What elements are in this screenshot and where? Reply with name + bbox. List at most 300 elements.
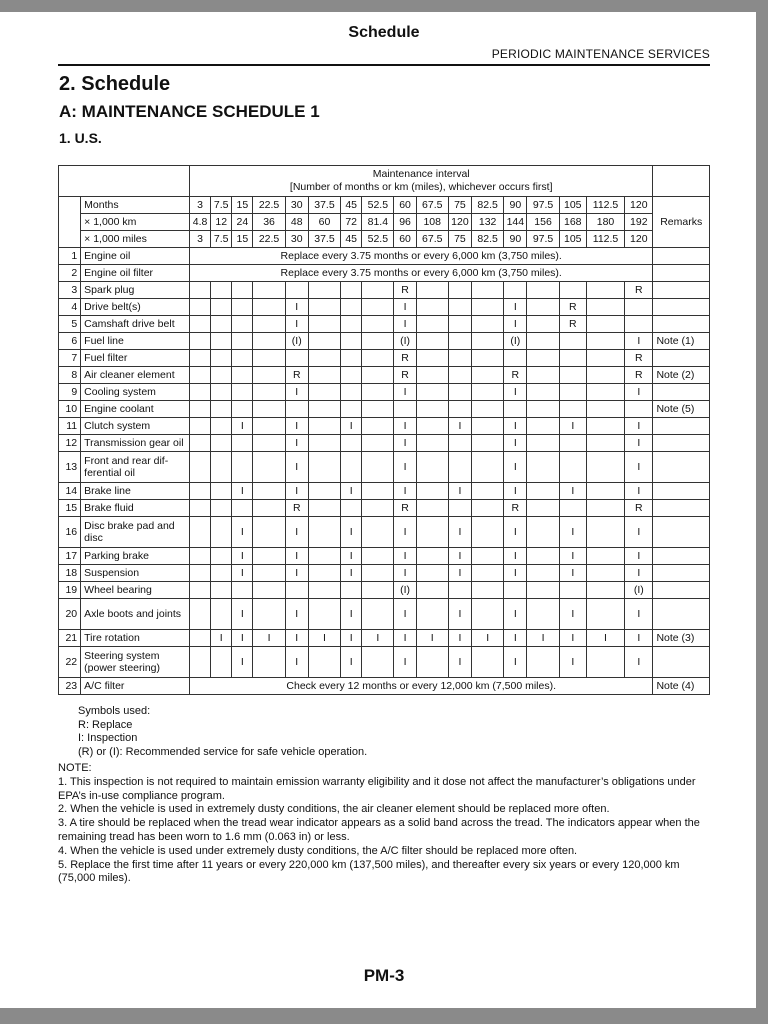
service-cell: I xyxy=(285,565,308,582)
service-cell xyxy=(586,350,624,367)
service-cell xyxy=(416,565,448,582)
service-cell xyxy=(559,500,586,517)
service-cell xyxy=(189,333,210,350)
service-cell: I xyxy=(504,418,527,435)
service-cell: I xyxy=(232,599,253,630)
interval-label-miles: × 1,000 miles xyxy=(81,231,190,248)
item-number: 3 xyxy=(59,282,81,299)
item-number: 22 xyxy=(59,647,81,678)
table-row xyxy=(59,500,710,517)
service-cell: I xyxy=(504,647,527,678)
service-cell: I xyxy=(341,548,362,565)
table-row xyxy=(59,333,710,350)
service-cell xyxy=(527,401,559,418)
service-cell xyxy=(527,333,559,350)
interval-value: 22.5 xyxy=(253,197,285,214)
service-cell xyxy=(416,599,448,630)
remark-cell xyxy=(653,582,710,599)
interval-value: 24 xyxy=(232,214,253,231)
service-cell: I xyxy=(448,599,471,630)
interval-value: 36 xyxy=(253,214,285,231)
service-cell xyxy=(448,350,471,367)
service-cell xyxy=(472,401,504,418)
service-cell xyxy=(362,500,394,517)
service-cell: I xyxy=(559,599,586,630)
service-cell xyxy=(362,350,394,367)
remark-cell: Note (1) xyxy=(653,333,710,350)
service-cell xyxy=(586,647,624,678)
service-cell xyxy=(586,435,624,452)
service-cell xyxy=(416,401,448,418)
service-cell xyxy=(308,599,340,630)
service-cell xyxy=(416,582,448,599)
service-cell: I xyxy=(394,517,416,548)
service-cell: (I) xyxy=(394,333,416,350)
remark-cell xyxy=(653,548,710,565)
interval-value: 7.5 xyxy=(211,231,232,248)
item-name: Cooling system xyxy=(81,384,190,401)
service-cell xyxy=(253,452,285,483)
service-cell: I xyxy=(232,630,253,647)
service-cell xyxy=(559,350,586,367)
service-cell xyxy=(308,452,340,483)
service-cell: R xyxy=(394,367,416,384)
interval-subtitle: [Number of months or km (miles), whichever occurs first] xyxy=(289,181,553,193)
service-cell xyxy=(285,282,308,299)
service-cell xyxy=(448,282,471,299)
service-cell xyxy=(285,582,308,599)
service-cell: I xyxy=(625,333,653,350)
service-cell xyxy=(189,350,210,367)
service-cell: I xyxy=(394,316,416,333)
service-cell xyxy=(362,282,394,299)
service-cell: I xyxy=(625,418,653,435)
item-name: Steering system (power steering) xyxy=(81,647,190,678)
service-cell xyxy=(586,333,624,350)
table-row xyxy=(59,599,710,630)
service-cell xyxy=(362,452,394,483)
service-cell: (I) xyxy=(285,333,308,350)
interval-value: 108 xyxy=(416,214,448,231)
service-cell xyxy=(472,548,504,565)
service-cell xyxy=(189,500,210,517)
service-cell: I xyxy=(586,630,624,647)
notes-title: NOTE: xyxy=(58,762,92,774)
service-cell: I xyxy=(559,517,586,548)
service-cell xyxy=(448,333,471,350)
service-cell xyxy=(232,401,253,418)
service-cell xyxy=(211,599,232,630)
service-cell xyxy=(232,316,253,333)
service-cell xyxy=(253,401,285,418)
service-cell: I xyxy=(285,630,308,647)
service-cell xyxy=(448,435,471,452)
service-cell xyxy=(253,517,285,548)
service-cell xyxy=(586,517,624,548)
table-row xyxy=(59,435,710,452)
remark-cell xyxy=(653,565,710,582)
interval-value: 120 xyxy=(448,214,471,231)
item-name: Transmission gear oil xyxy=(81,435,190,452)
service-cell: I xyxy=(285,483,308,500)
service-cell xyxy=(189,548,210,565)
service-cell xyxy=(472,483,504,500)
service-cell xyxy=(448,316,471,333)
item-number: 1 xyxy=(59,248,81,265)
service-cell xyxy=(504,401,527,418)
table-row xyxy=(59,265,710,282)
service-cell xyxy=(527,548,559,565)
item-name: Clutch system xyxy=(81,418,190,435)
item-name: Disc brake pad and disc xyxy=(81,517,190,548)
service-cell: I xyxy=(394,452,416,483)
service-cell xyxy=(341,500,362,517)
service-cell xyxy=(586,282,624,299)
service-cell: I xyxy=(394,418,416,435)
service-cell xyxy=(308,350,340,367)
table-row xyxy=(59,483,710,500)
service-cell xyxy=(189,517,210,548)
interval-value: 192 xyxy=(625,214,653,231)
service-cell xyxy=(362,333,394,350)
interval-value: 30 xyxy=(285,231,308,248)
note-item: 1. This inspection is not required to maintain emission warranty eligibility and it dose not affect the manufacturer’s obligations under EPA’s in-use compliance program. xyxy=(58,775,696,802)
service-cell xyxy=(472,500,504,517)
service-cell xyxy=(586,299,624,316)
service-cell xyxy=(527,517,559,548)
service-cell xyxy=(211,282,232,299)
service-cell xyxy=(362,647,394,678)
interval-value: 112.5 xyxy=(586,197,624,214)
service-cell: I xyxy=(285,517,308,548)
service-cell xyxy=(559,333,586,350)
service-cell xyxy=(362,599,394,630)
service-cell: R xyxy=(285,500,308,517)
page-number: PM-3 xyxy=(363,966,405,985)
remark-cell xyxy=(653,452,710,483)
service-cell xyxy=(308,647,340,678)
interval-value: 45 xyxy=(341,197,362,214)
service-cell: I xyxy=(527,630,559,647)
remark-cell xyxy=(653,316,710,333)
service-cell: I xyxy=(253,630,285,647)
service-cell xyxy=(341,316,362,333)
table-row xyxy=(59,299,710,316)
service-cell xyxy=(625,299,653,316)
interval-value: 37.5 xyxy=(308,197,340,214)
service-cell xyxy=(586,548,624,565)
service-cell xyxy=(527,500,559,517)
service-cell xyxy=(341,282,362,299)
service-cell xyxy=(189,299,210,316)
interval-label-km: × 1,000 km xyxy=(81,214,190,231)
interval-value: 168 xyxy=(559,214,586,231)
notes-section xyxy=(58,762,712,886)
service-cell xyxy=(253,582,285,599)
service-cell xyxy=(416,299,448,316)
service-cell xyxy=(308,483,340,500)
service-cell xyxy=(586,483,624,500)
service-cell: I xyxy=(559,630,586,647)
remark-cell xyxy=(653,647,710,678)
note-item: 5. Replace the first time after 11 years or every 220,000 km (137,500 miles), and thereafter every six years or every 120,000 km (75,000 miles). xyxy=(58,858,680,885)
service-cell xyxy=(472,282,504,299)
service-cell: I xyxy=(472,630,504,647)
service-cell xyxy=(448,401,471,418)
service-cell: I xyxy=(448,647,471,678)
service-cell xyxy=(448,500,471,517)
table-row xyxy=(59,367,710,384)
interval-value: 3 xyxy=(189,197,210,214)
item-number: 13 xyxy=(59,452,81,483)
remark-cell xyxy=(653,350,710,367)
service-cell xyxy=(559,452,586,483)
service-cell xyxy=(285,401,308,418)
service-cell xyxy=(586,418,624,435)
service-cell xyxy=(308,333,340,350)
service-cell xyxy=(253,418,285,435)
service-cell xyxy=(472,517,504,548)
interval-value: 67.5 xyxy=(416,231,448,248)
service-cell xyxy=(211,418,232,435)
service-cell xyxy=(232,367,253,384)
item-name: Wheel bearing xyxy=(81,582,190,599)
item-name: Axle boots and joints xyxy=(81,599,190,630)
service-cell xyxy=(527,599,559,630)
service-cell: I xyxy=(285,452,308,483)
service-cell xyxy=(559,401,586,418)
service-cell xyxy=(586,367,624,384)
service-cell xyxy=(472,565,504,582)
service-cell xyxy=(211,350,232,367)
service-cell xyxy=(559,582,586,599)
service-cell: I xyxy=(504,452,527,483)
service-cell: I xyxy=(625,548,653,565)
interval-value: 67.5 xyxy=(416,197,448,214)
service-cell xyxy=(527,418,559,435)
service-cell xyxy=(472,367,504,384)
table-row xyxy=(59,565,710,582)
note-item: 2. When the vehicle is used in extremely dusty conditions, the air cleaner element should be replaced more often. xyxy=(58,803,610,816)
item-number: 21 xyxy=(59,630,81,647)
remark-cell xyxy=(653,500,710,517)
item-name: Fuel filter xyxy=(81,350,190,367)
service-cell xyxy=(189,452,210,483)
item-name: Tire rotation xyxy=(81,630,190,647)
service-cell: I xyxy=(625,435,653,452)
service-cell xyxy=(341,333,362,350)
interval-value: 105 xyxy=(559,231,586,248)
service-cell xyxy=(232,435,253,452)
service-cell xyxy=(625,316,653,333)
item-name: Engine coolant xyxy=(81,401,190,418)
table-row xyxy=(59,401,710,418)
interval-label-months: Months xyxy=(81,197,190,214)
service-cell xyxy=(504,350,527,367)
item-number: 12 xyxy=(59,435,81,452)
service-cell: R xyxy=(625,350,653,367)
item-number: 18 xyxy=(59,565,81,582)
legend-item: R: Replace xyxy=(78,718,133,731)
service-cell xyxy=(308,565,340,582)
service-cell: I xyxy=(362,630,394,647)
service-cell xyxy=(232,582,253,599)
header-section: PERIODIC MAINTENANCE SERVICES xyxy=(491,47,710,61)
service-cell xyxy=(308,435,340,452)
remark-cell xyxy=(653,517,710,548)
service-cell: R xyxy=(625,500,653,517)
service-cell xyxy=(527,384,559,401)
service-cell: I xyxy=(504,483,527,500)
service-cell xyxy=(416,333,448,350)
legend-item: I: Inspection xyxy=(78,732,138,745)
service-cell xyxy=(472,333,504,350)
service-cell xyxy=(504,582,527,599)
service-cell xyxy=(253,384,285,401)
service-cell xyxy=(586,565,624,582)
service-cell: I xyxy=(559,647,586,678)
service-cell: I xyxy=(394,565,416,582)
service-cell xyxy=(211,548,232,565)
interval-value: 52.5 xyxy=(362,197,394,214)
item-number: 11 xyxy=(59,418,81,435)
service-cell: I xyxy=(232,483,253,500)
item-number: 7 xyxy=(59,350,81,367)
heading-sub: A: MAINTENANCE SCHEDULE 1 xyxy=(59,102,320,121)
service-cell xyxy=(253,599,285,630)
service-cell: I xyxy=(448,565,471,582)
service-cell xyxy=(362,565,394,582)
service-cell xyxy=(472,435,504,452)
service-cell xyxy=(586,599,624,630)
service-cell xyxy=(189,418,210,435)
service-cell xyxy=(559,282,586,299)
service-cell: I xyxy=(341,647,362,678)
service-cell xyxy=(559,384,586,401)
service-cell: (I) xyxy=(504,333,527,350)
interval-header xyxy=(189,166,652,197)
remark-cell xyxy=(653,248,710,265)
item-name: Air cleaner element xyxy=(81,367,190,384)
remark-cell xyxy=(653,435,710,452)
service-cell xyxy=(253,316,285,333)
service-cell xyxy=(211,435,232,452)
item-number: 5 xyxy=(59,316,81,333)
service-cell xyxy=(362,316,394,333)
table-row xyxy=(59,418,710,435)
service-cell xyxy=(362,435,394,452)
service-cell xyxy=(416,435,448,452)
interval-value: 82.5 xyxy=(472,197,504,214)
service-cell xyxy=(308,548,340,565)
service-cell xyxy=(362,548,394,565)
interval-value: 60 xyxy=(394,231,416,248)
service-cell: I xyxy=(232,548,253,565)
item-name: Camshaft drive belt xyxy=(81,316,190,333)
item-name: Parking brake xyxy=(81,548,190,565)
header-rule xyxy=(58,64,710,66)
service-cell xyxy=(253,299,285,316)
item-number: 17 xyxy=(59,548,81,565)
service-cell: R xyxy=(285,367,308,384)
service-cell xyxy=(253,350,285,367)
service-cell: I xyxy=(504,435,527,452)
item-number: 14 xyxy=(59,483,81,500)
service-cell xyxy=(253,500,285,517)
remark-cell xyxy=(653,282,710,299)
interval-value: 60 xyxy=(308,214,340,231)
service-cell xyxy=(416,500,448,517)
service-cell xyxy=(448,299,471,316)
service-cell xyxy=(189,630,210,647)
service-cell: I xyxy=(559,418,586,435)
interval-value: 120 xyxy=(625,197,653,214)
service-cell xyxy=(232,350,253,367)
service-cell: I xyxy=(504,599,527,630)
service-cell xyxy=(472,299,504,316)
item-number: 4 xyxy=(59,299,81,316)
service-cell xyxy=(472,582,504,599)
service-cell xyxy=(416,384,448,401)
note-item: 4. When the vehicle is used under extremely dusty conditions, the A/C filter should be replaced more often. xyxy=(58,844,578,857)
service-cell xyxy=(527,435,559,452)
legend-item: (R) or (I): Recommended service for safe vehicle operation. xyxy=(78,745,368,758)
service-cell xyxy=(416,367,448,384)
interval-value: 90 xyxy=(504,197,527,214)
service-cell: I xyxy=(308,630,340,647)
service-cell xyxy=(285,350,308,367)
interval-value: 72 xyxy=(341,214,362,231)
remark-cell xyxy=(653,299,710,316)
service-cell xyxy=(362,384,394,401)
service-cell xyxy=(232,500,253,517)
service-cell xyxy=(341,582,362,599)
item-number: 10 xyxy=(59,401,81,418)
service-cell: I xyxy=(448,483,471,500)
table-row xyxy=(59,582,710,599)
service-cell xyxy=(394,401,416,418)
service-cell xyxy=(362,517,394,548)
service-cell xyxy=(472,647,504,678)
service-cell xyxy=(189,384,210,401)
remark-cell xyxy=(653,418,710,435)
table-row xyxy=(59,316,710,333)
service-cell xyxy=(211,565,232,582)
service-cell xyxy=(527,350,559,367)
service-cell xyxy=(211,367,232,384)
service-cell xyxy=(527,647,559,678)
service-cell: I xyxy=(394,548,416,565)
table-row xyxy=(59,517,710,548)
service-cell: (I) xyxy=(625,582,653,599)
service-cell xyxy=(527,483,559,500)
table-row xyxy=(59,548,710,565)
interval-value: 22.5 xyxy=(253,231,285,248)
interval-row-miles xyxy=(59,231,710,248)
service-cell xyxy=(362,418,394,435)
service-cell: R xyxy=(504,367,527,384)
service-cell xyxy=(308,299,340,316)
service-cell: I xyxy=(448,548,471,565)
table-row xyxy=(59,630,710,647)
service-cell xyxy=(253,367,285,384)
service-cell xyxy=(211,384,232,401)
interval-value: 75 xyxy=(448,197,471,214)
service-cell: R xyxy=(625,282,653,299)
service-cell: I xyxy=(448,517,471,548)
heading-main: 2. Schedule xyxy=(59,73,171,95)
service-cell: I xyxy=(559,565,586,582)
